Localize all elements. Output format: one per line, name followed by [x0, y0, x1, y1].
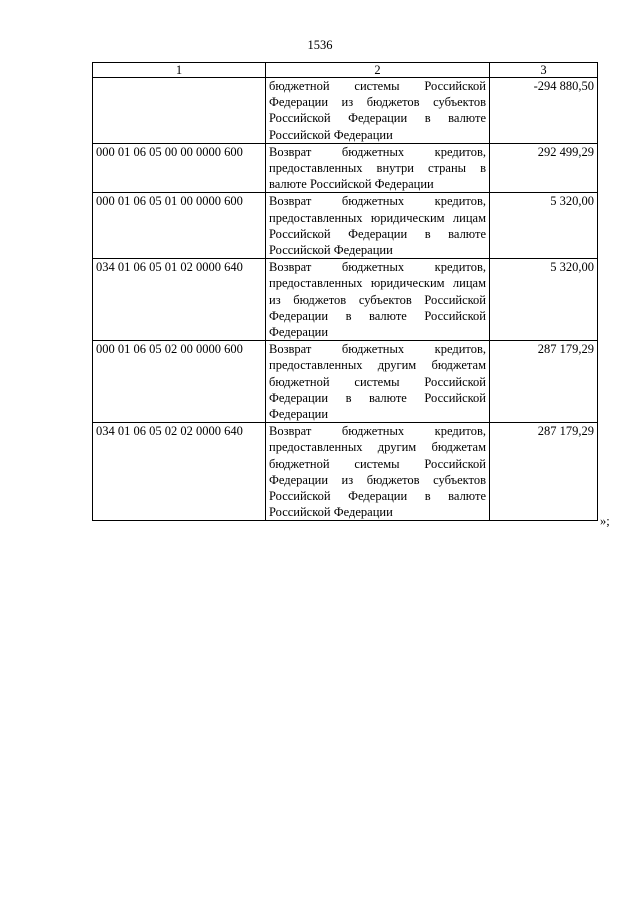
- row-code: 034 01 06 05 01 02 0000 640: [93, 259, 266, 341]
- row-name: Возврат бюджетных кредитов, предоставленных другим бюджетам бюджетной системы Российской Федерации из бюджетов субъектов Российской Федерации в валюте Российской Федерации: [266, 423, 490, 521]
- column-header-code: 1: [93, 63, 266, 78]
- row-amount: 287 179,29: [490, 341, 598, 423]
- row-code: 000 01 06 05 00 00 0000 600: [93, 143, 266, 193]
- row-code: 034 01 06 05 02 02 0000 640: [93, 423, 266, 521]
- table-header-row: [93, 63, 598, 78]
- table-row: [93, 78, 598, 144]
- closing-quote-mark: »;: [600, 514, 610, 528]
- table-row: [93, 341, 598, 423]
- row-name: бюджетной системы Российской Федерации из бюджетов субъектов Российской Федерации в валюте Российской Федерации: [266, 78, 490, 144]
- table-row: [93, 259, 598, 341]
- row-name: Возврат бюджетных кредитов, предоставленных внутри страны в валюте Российской Федерации: [266, 143, 490, 193]
- row-amount: 5 320,00: [490, 193, 598, 259]
- row-code: [93, 78, 266, 144]
- row-code: 000 01 06 05 01 00 0000 600: [93, 193, 266, 259]
- row-name: Возврат бюджетных кредитов, предоставленных юридическим лицам из бюджетов субъектов Российской Федерации в валюте Российской Федерации: [266, 259, 490, 341]
- row-amount: 287 179,29: [490, 423, 598, 521]
- column-header-amount: 3: [490, 63, 598, 78]
- row-code: 000 01 06 05 02 00 0000 600: [93, 341, 266, 423]
- budget-sources-table: [92, 62, 598, 521]
- table-row: [93, 143, 598, 193]
- row-name: Возврат бюджетных кредитов, предоставленных другим бюджетам бюджетной системы Российской Федерации в валюте Российской Федерации: [266, 341, 490, 423]
- page-number: 1536: [307, 38, 333, 52]
- table-row: [93, 423, 598, 521]
- row-amount: 5 320,00: [490, 259, 598, 341]
- row-amount: 292 499,29: [490, 143, 598, 193]
- row-amount: -294 880,50: [490, 78, 598, 144]
- row-name: Возврат бюджетных кредитов, предоставленных юридическим лицам Российской Федерации в валюте Российской Федерации: [266, 193, 490, 259]
- table-row: [93, 193, 598, 259]
- column-header-name: 2: [266, 63, 490, 78]
